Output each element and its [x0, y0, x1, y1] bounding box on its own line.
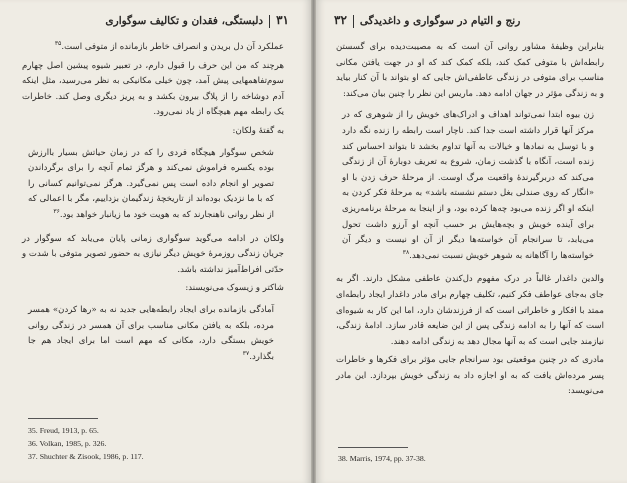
left-quote-intro: شاکتر و زیسوک می‌نویسند:: [185, 283, 284, 294]
footnote: 37. Shuchter & Zisook, 1986, p. 117.: [28, 452, 144, 461]
footnote: 36. Volkan, 1985, p. 326.: [28, 439, 107, 448]
right-block-quote: زن بیوه ابتدا نمی‌تواند اهداف و ادراک‌های خویش را از شوهری که در مرکز آنها قرار داشته است جدا کند. ناچار است رابطه را زنده نگه دارد و با توسل به نمادها و خیالات به آنها تداوم بخشد تا بتواند احساس کند زنده است، آنگاه با گذشت زمان، شروع به تعریف دوبارهٔ آن از زندگی می‌کند که دربرگیرندهٔ واقعیت مرگ اوست. از مرحلهٔ حرف زدن با او «انگار که روی صندلی بغل دستم نشسته باشد» به مرحلهٔ فکر کردن به اینکه او اگر زنده می‌بود چه‌ها کرده بود، و از اینجا به مرحلهٔ برنامه‌ریزی برای آینده خویش و بچه‌هایش بر حسب آنچه او آرزو داشت تحول می‌یابد، تا سرانجام آن خواسته‌ها دیگر از آن او نیست و دیگر آن خواسته‌ها را آگاهانه به شوهر خویش نسبت نمی‌دهد.$^{۳۸}$: [342, 110, 594, 261]
left-paragraph: هرچند که من این حرف را قبول دارم، در تعبیر شیوه پیشین اصل چهارم سوم‌تفاهمهایی پیش آمد، چون خیلی مکانیکی به نظر می‌رسید، مثل اینکه آدم دوشاخه را از پلاگ بیرون بکشد و به پریز دیگری وصل کند. خاطرات یک رابطه مهم هیچگاه از یاد نمی‌رود.: [22, 60, 284, 118]
header-divider: [269, 15, 270, 28]
right-page: [316, 0, 627, 483]
note-mark: ۳۸: [402, 248, 410, 256]
footnote: 35. Freud, 1913, p. 65.: [28, 426, 99, 435]
left-footnotes: [28, 424, 144, 463]
footnote: 38. Marris, 1974, pp. 37-38.: [338, 454, 426, 463]
right-page-number: ۳۲: [334, 13, 347, 27]
right-footnotes: [338, 452, 426, 465]
right-paragraph: بنابراین وظیفهٔ مشاور روانی آن است که به مصیبت‌دیده برای گسستن رابطه‌اش با متوفی کمک کند، بلکه کمک کند که او در جهت یافتن مکانی مناسب برای متوفی در زندگی عاطفی‌اش جایی که او بتواند با آن کنار بیاید و به زندگی مؤثر در جهان ادامه دهد. ماریس این نظر را چنین بیان می‌کند:: [336, 42, 604, 99]
note-mark: ۳۷: [242, 349, 250, 357]
note-mark: ۳۶: [53, 208, 60, 216]
right-paragraph: والدین داغدار غالباً در درک مفهوم دل‌کندن عاطفی مشکل دارند. اگر به جای به‌جای عواطف فکر کنیم، تکلیف چهارم برای مادر داغدار ایجاد رابطه‌ای ممتد با افکار و خاطراتی است که از فرزندشان دارد، اما این کار به شیوه‌ای است که آنها را به ادامه زندگی پس از این ضایعه قادر سازد. ادامهٔ زندگی، نیازمند جایی است که به آنها مجال دهد به زندگی ادامه دهند.: [336, 274, 604, 347]
footnote-rule: [338, 447, 408, 448]
left-paragraph: عملکرد آن دل بریدن و انصراف خاطر بازمانده از متوفی است.$^{۳۵}$: [54, 40, 284, 52]
right-page-body: [336, 40, 604, 403]
left-block-quote: آمادگی بازمانده برای ایجاد رابطه‌هایی جدید نه به «رها کردن» همسر مرده، بلکه به یافتن مکانی مناسب برای آن همسر در زندگی روانی خویش بستگی دارد، مکانی که مهم است اما برای ایجاد هم جا بگذارد.$^{۳۷}$: [28, 304, 274, 362]
right-page-header: [334, 12, 520, 28]
left-block-quote: شخص سوگوار هیچگاه فردی را که در زمان حیاتش بسیار باارزش بوده یکسره فراموش نمی‌کند و هرگز تمام آنچه را برای برگرداندن تصویر او انجام داده است پس نمی‌گیرد. هرگز نمی‌توانیم کسانی را که با ما نزدیک بوده‌اند از تاریخچهٔ زندگیمان بزداییم، مگر با اعمالی که از نظر روانی ناهنجارند که به هویت خود ما زیانبار خواهد بود.$^{۳۶}$: [28, 147, 274, 220]
left-paragraph: ولکان در ادامه می‌گوید سوگواری زمانی پایان می‌یابد که سوگوار در جریان زندگی روزمرهٔ خویش دیگر نیازی به حضور تصویر متوفی با شدت و حدّتی افراط‌آمیز نداشته باشد.: [22, 233, 284, 275]
left-page-header: [105, 12, 289, 28]
right-running-title: رنج و التیام در سوگواری و داغدیدگی: [359, 15, 521, 27]
right-paragraph: مادری که در چنین موقعیتی بود سرانجام جایی مؤثر برای فکرها و خاطرات پسر مرده‌اش یافت که به او اجازه داد به زندگی خویش بپردازد. این مادر می‌نویسد:: [336, 355, 604, 397]
left-quote-intro: به گفتهٔ ولکان:: [232, 125, 284, 136]
footnote-rule: [28, 418, 98, 419]
left-page-number: ۳۱: [276, 13, 289, 27]
left-page: [0, 0, 311, 483]
note-mark: ۳۵: [54, 40, 62, 48]
header-divider: [353, 15, 354, 28]
left-page-body: [22, 40, 284, 373]
left-running-title: دلبستگی، فقدان و تکالیف سوگواری: [105, 15, 264, 27]
